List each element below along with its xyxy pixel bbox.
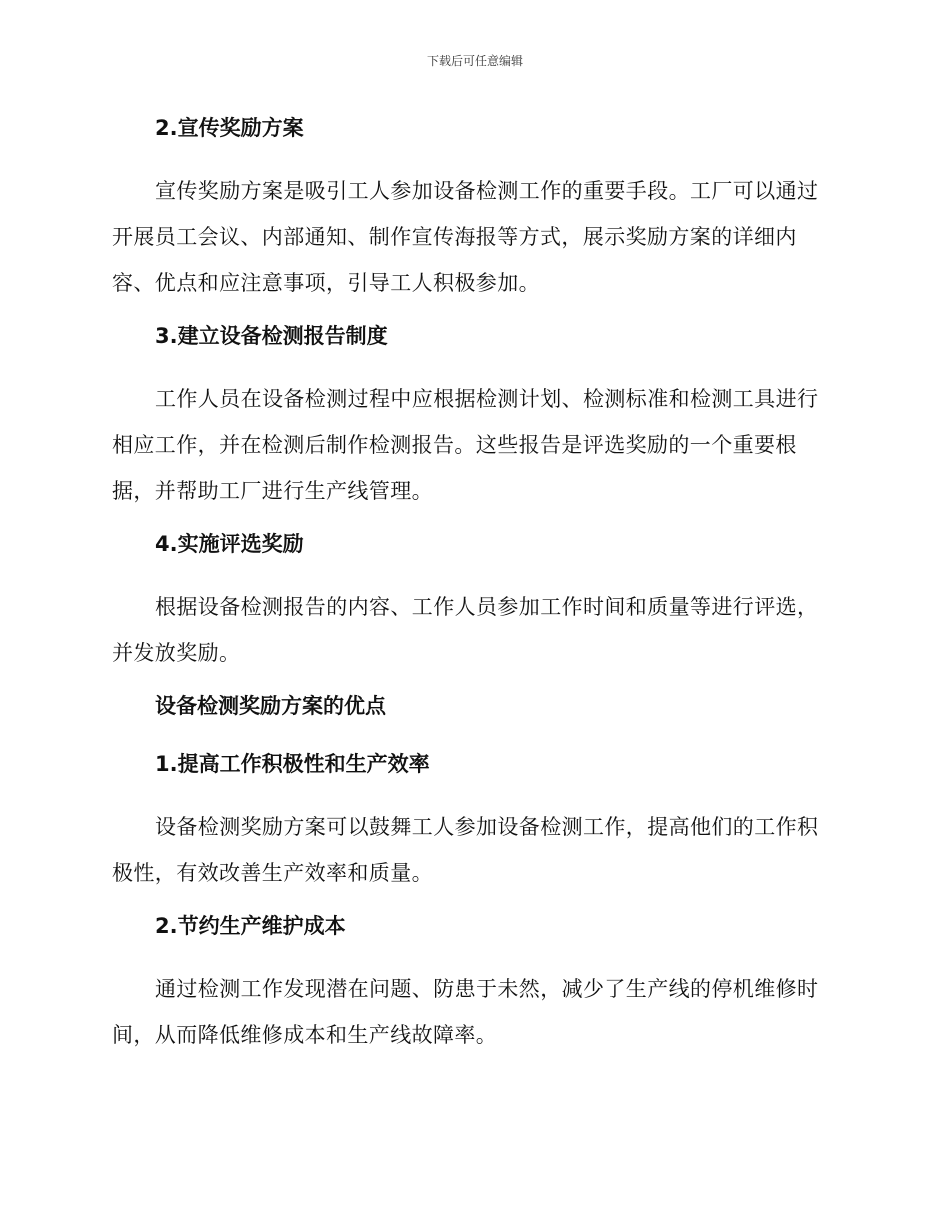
section-heading-advantages: 设备检测奖励方案的优点 xyxy=(155,694,386,718)
section-heading-maintenance-cost: 2.节约生产维护成本 xyxy=(155,914,346,938)
section-paragraph-implement-awards: 根据设备检测报告的内容、工作人员参加工作时间和质量等进行评选，并发放奖励。 xyxy=(112,595,819,665)
section-paragraph-productivity: 设备检测奖励方案可以鼓舞工人参加设备检测工作，提高他们的工作积极性，有效改善生产效率和质量。 xyxy=(112,815,819,885)
section-paragraph-maintenance-cost: 通过检测工作发现潜在问题、防患于未然，减少了生产线的停机维修时间，从而降低维修成本和生产线故障率。 xyxy=(112,977,819,1047)
section-heading-report-system: 3.建立设备检测报告制度 xyxy=(155,324,388,348)
section-paragraph-report-system: 工作人员在设备检测过程中应根据检测计划、检测标准和检测工具进行相应工作，并在检测后制作检测报告。这些报告是评选奖励的一个重要根据，并帮助工厂进行生产线管理。 xyxy=(112,387,819,503)
document-body xyxy=(112,110,832,1070)
section-heading-productivity: 1.提高工作积极性和生产效率 xyxy=(155,752,430,776)
section-paragraph-publicize-plan: 宣传奖励方案是吸引工人参加设备检测工作的重要手段。工厂可以通过开展员工会议、内部通知、制作宣传海报等方式，展示奖励方案的详细内容、优点和应注意事项，引导工人积极参加。 xyxy=(112,179,819,295)
section-heading-publicize-plan: 2.宣传奖励方案 xyxy=(155,116,304,140)
section-heading-implement-awards: 4.实施评选奖励 xyxy=(155,532,304,556)
page-header: 下载后可任意编辑 xyxy=(426,54,523,68)
